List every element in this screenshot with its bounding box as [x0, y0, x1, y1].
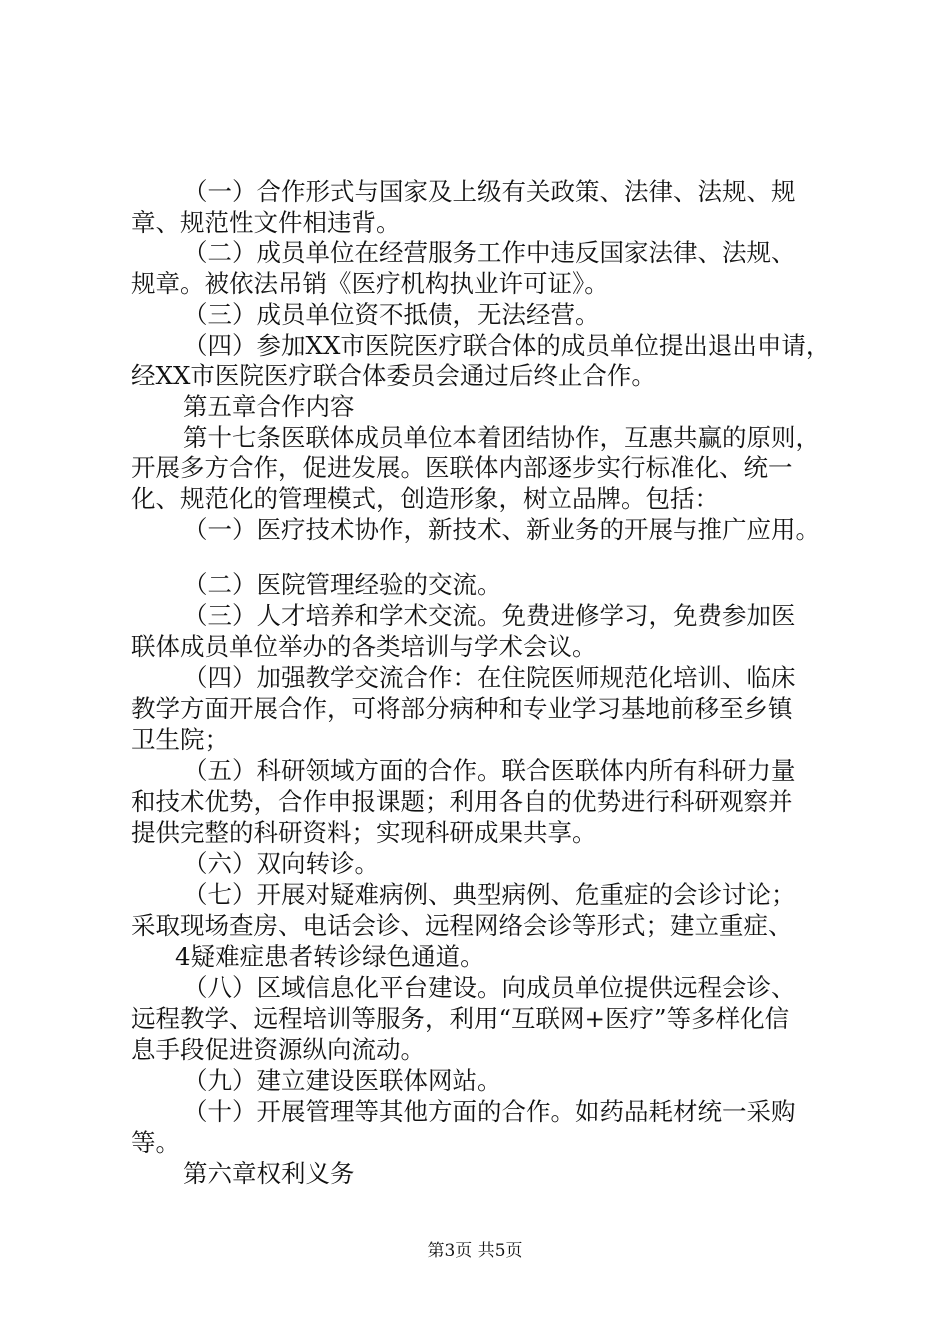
text-line: （三）成员单位资不抵债，无法经营。	[183, 300, 600, 329]
text-line: 4疑难症患者转诊绿色通道。	[175, 942, 485, 971]
section-heading: 第六章权利义务	[183, 1159, 355, 1188]
page-number-footer: 第3页 共5页	[427, 1241, 523, 1261]
text-line: （一）医疗技术协作，新技术、新业务的开展与推广应用。	[183, 515, 820, 544]
text-line: （二）医院管理经验的交流。	[183, 570, 502, 599]
text-line: 第十七条医联体成员单位本着团结协作，互惠共赢的原则，	[183, 423, 820, 452]
text-line: 联体成员单位举办的各类培训与学术会议。	[131, 632, 597, 661]
text-line: （七）开展对疑难病例、典型病例、危重症的会诊讨论；	[183, 880, 796, 909]
text-line: 和技术优势，合作申报课题；利用各自的优势进行科研观察并	[131, 787, 793, 816]
text-line: 开展多方合作，促进发展。医联体内部逐步实行标准化、统一	[131, 453, 793, 482]
text-line: 章、规范性文件相违背。	[131, 208, 401, 237]
text-line: （一）合作形式与国家及上级有关政策、法律、法规、规	[183, 177, 796, 206]
text-line: （五）科研领域方面的合作。联合医联体内所有科研力量	[183, 756, 796, 785]
text-line: 远程教学、远程培训等服务，利用“互联网+医疗”等多样化信	[131, 1004, 790, 1033]
text-line: （四）加强教学交流合作：在住院医师规范化培训、临床	[183, 663, 796, 692]
text-line: （九）建立建设医联体网站。	[183, 1066, 502, 1095]
text-line: 等。	[131, 1128, 180, 1157]
text-line: 采取现场查房、电话会诊、远程网络会诊等形式；建立重症、	[131, 911, 793, 940]
text-line: 经XX市医院医疗联合体委员会通过后终止合作。	[131, 361, 656, 390]
text-line: 规章。被依法吊销《医疗机构执业许可证》。	[131, 269, 609, 298]
text-line: （二）成员单位在经营服务工作中违反国家法律、法规、	[183, 238, 796, 267]
text-line: 教学方面开展合作，可将部分病种和专业学习基地前移至乡镇	[131, 694, 793, 723]
text-line: （六）双向转诊。	[183, 849, 379, 878]
text-line: 化、规范化的管理模式，创造形象，树立品牌。包括：	[131, 484, 719, 513]
text-line: （八）区域信息化平台建设。向成员单位提供远程会诊、	[183, 973, 796, 1002]
text-line: 卫生院；	[131, 725, 229, 754]
text-line: 息手段促进资源纵向流动。	[131, 1035, 425, 1064]
text-line: （三）人才培养和学术交流。免费进修学习，免费参加医	[183, 601, 796, 630]
text-line: 提供完整的科研资料；实现科研成果共享。	[131, 818, 597, 847]
section-heading: 第五章合作内容	[183, 392, 355, 421]
text-line: （十）开展管理等其他方面的合作。如药品耗材统一采购	[183, 1097, 796, 1126]
text-line: （四）参加XX市医院医疗联合体的成员单位提出退出申请，	[183, 331, 831, 360]
